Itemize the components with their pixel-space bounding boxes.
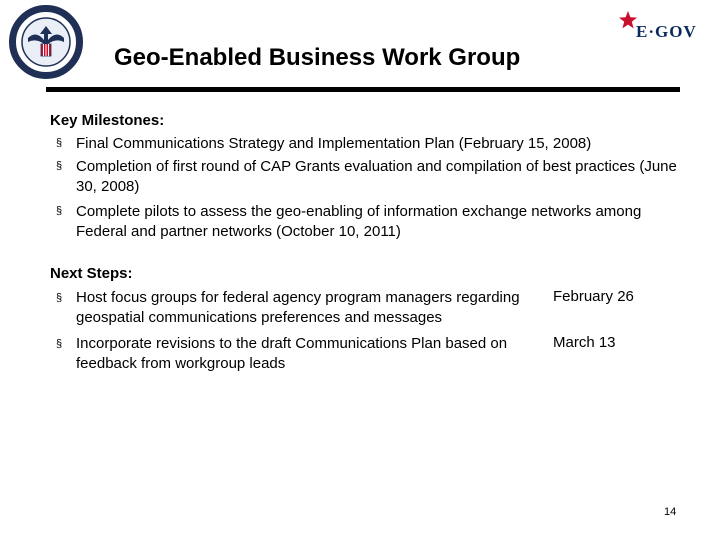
bullet-marker: § bbox=[56, 292, 63, 304]
slide-title: Geo-Enabled Business Work Group bbox=[114, 44, 521, 71]
next-step-date-1: February 26 bbox=[553, 288, 634, 305]
next-step-item-2: Incorporate revisions to the draft Communications Plan based on feedback from workgroup leads bbox=[76, 335, 508, 372]
egov-logo-text: E·GOV bbox=[636, 22, 697, 41]
milestone-item-3: Complete pilots to assess the geo-enabling of information exchange networks among Federal and partner networks (October 10, 2011) bbox=[76, 203, 642, 240]
bullet-marker: § bbox=[56, 205, 63, 217]
executive-office-seal-icon bbox=[8, 4, 84, 80]
milestones-heading: Key Milestones: bbox=[50, 112, 165, 129]
bullet-marker: § bbox=[56, 160, 63, 172]
title-divider bbox=[46, 87, 680, 92]
page-number: 14 bbox=[664, 506, 677, 518]
bullet-marker: § bbox=[56, 338, 63, 350]
egov-logo bbox=[616, 10, 708, 50]
bullet-marker: § bbox=[56, 137, 63, 149]
next-steps-heading: Next Steps: bbox=[50, 265, 133, 282]
star-icon bbox=[618, 10, 638, 30]
next-step-item-1: Host focus groups for federal agency program managers regarding geospatial communications preferences and messages bbox=[76, 289, 520, 326]
next-step-date-2: March 13 bbox=[553, 334, 616, 351]
milestone-item-1: Final Communications Strategy and Implementation Plan (February 15, 2008) bbox=[76, 135, 592, 152]
milestone-item-2: Completion of first round of CAP Grants evaluation and compilation of best practices (June 30, 2008) bbox=[76, 158, 677, 195]
